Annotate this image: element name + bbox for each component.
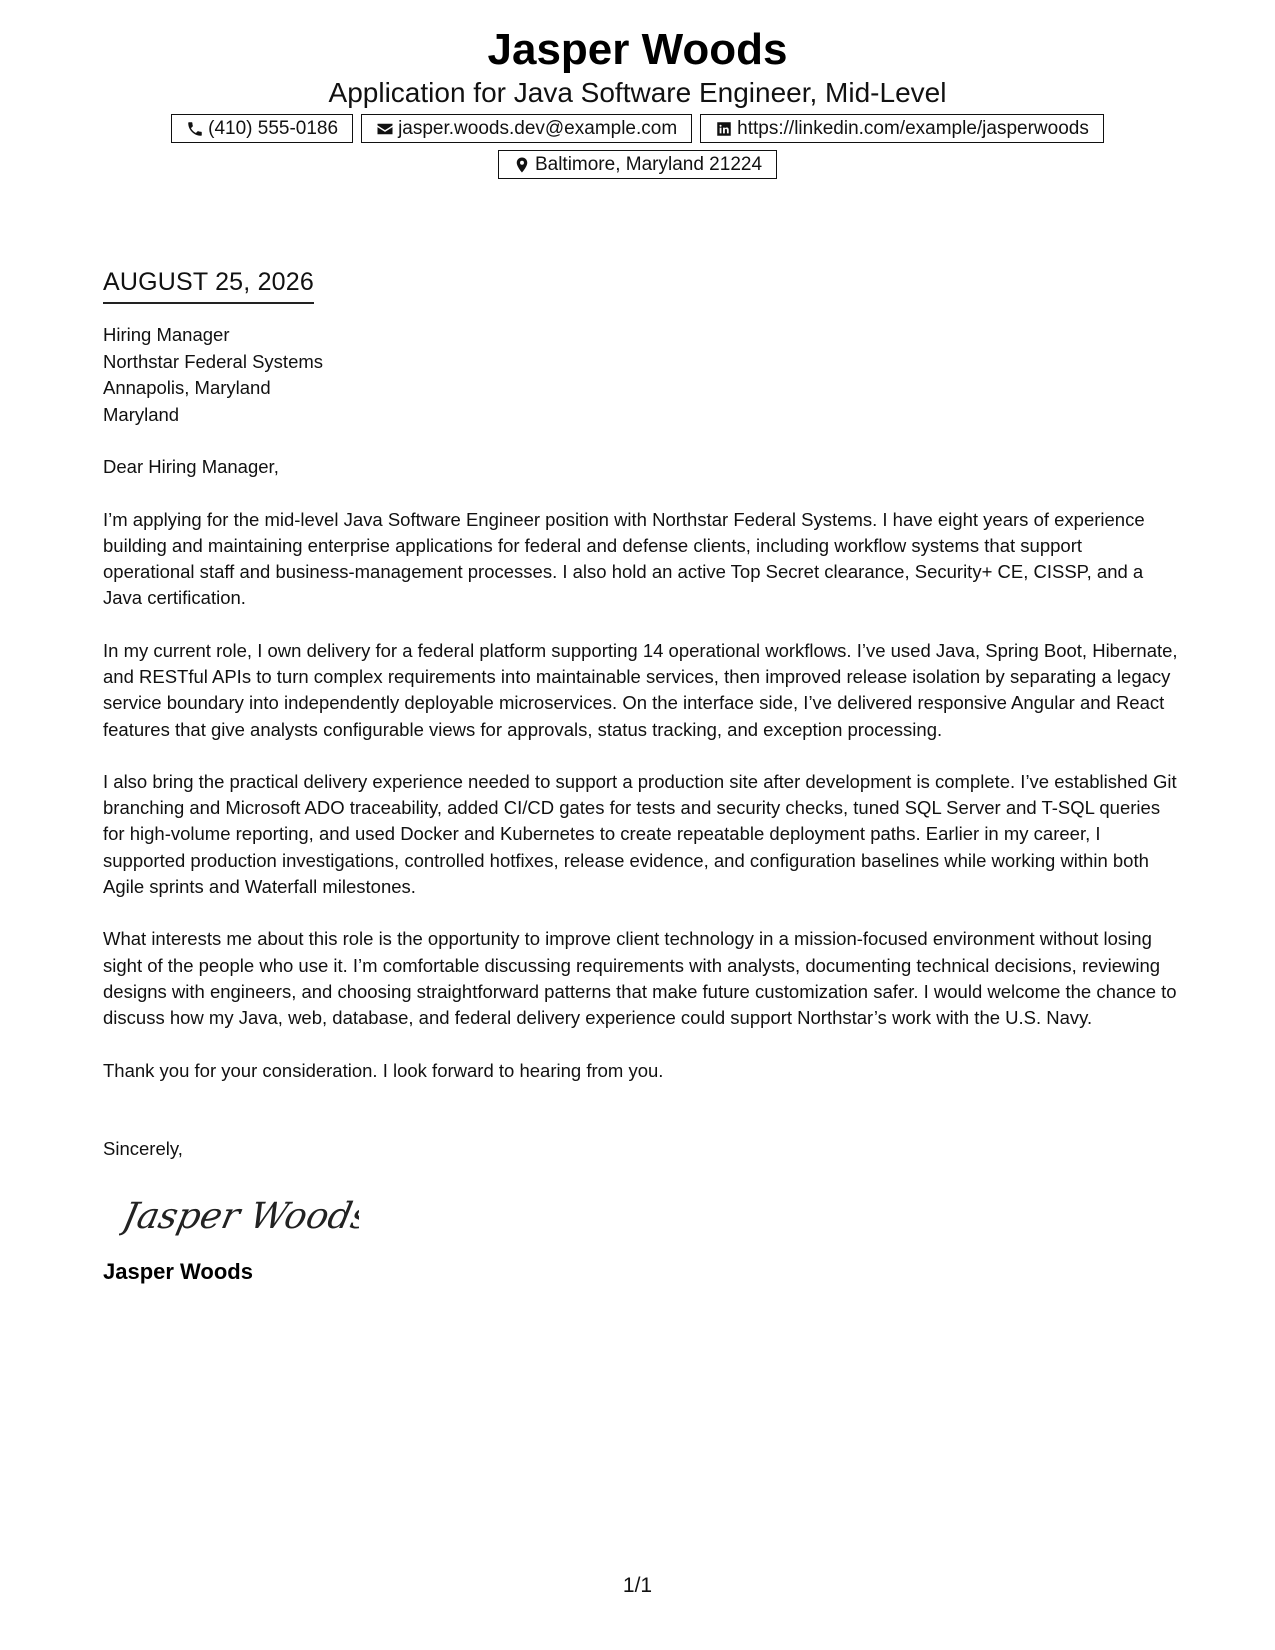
page-number: 1/1 — [622, 1574, 653, 1597]
letter-header — [0, 22, 1275, 179]
phone-icon — [186, 120, 204, 138]
letter-body — [103, 266, 1178, 1286]
paragraph-thanks: Thank you for your consideration. I look forward to hearing from you. — [103, 1059, 664, 1081]
paragraph-delivery: I also bring the practical delivery experience needed to support a production site after development is complete. I’ve established Git branching and Microsoft ADO traceability, added CI/CD gates for tests and security checks, tuned SQL Server and T-SQL queries for high-volume reporting, and used Docker and Kubernetes to create repeatable deployment paths. Earlier in my career, I supported production investigations, controlled hotfixes, release evidence, and configuration baselines while working within both Agile sprints and Waterfall milestones. — [103, 770, 1177, 898]
signature-script: Jasper Woods — [119, 1194, 359, 1238]
recipient-line: Annapolis, Maryland — [103, 377, 271, 398]
application-subtitle: Application for Java Software Engineer, Mid-Level — [328, 77, 947, 108]
salutation: Dear Hiring Manager, — [103, 456, 279, 477]
paragraph-interest: What interests me about this role is the opportunity to improve client technology in a mission-focused environment without losing sight of the people who use it. I’m comfortable discussing requirements with analysts, documenting technical decisions, reviewing designs with engineers, and choosing straightforward patterns that make future customization safer. I would welcome the chance to discuss how my Java, web, database, and federal delivery experience could support Northstar’s work with the U.S. Navy. — [103, 928, 1177, 1029]
contact-email[interactable] — [361, 114, 692, 143]
recipient-block — [103, 322, 1178, 428]
contact-linkedin[interactable] — [700, 114, 1104, 143]
applicant-name: Jasper Woods — [487, 25, 788, 74]
linkedin-icon — [715, 120, 733, 138]
recipient-line: Hiring Manager — [103, 324, 230, 345]
map-marker-icon — [513, 156, 531, 174]
email-text: jasper.woods.dev@example.com — [398, 118, 678, 139]
contact-location — [498, 150, 777, 179]
signature-graphic — [119, 1180, 359, 1250]
linkedin-text: https://linkedin.com/example/jasperwoods — [737, 118, 1089, 139]
paragraph-intro: I’m applying for the mid-level Java Software Engineer position with Northstar Federal Systems. I have eight years of experience building and maintaining enterprise applications for federal and defense clients, including workflow systems that support operational staff and business-management processes. I also hold an active Top Secret clearance, Security+ CE, CISSP, and a Java certification. — [103, 508, 1145, 609]
location-text: Baltimore, Maryland 21224 — [534, 154, 763, 175]
envelope-icon — [376, 120, 394, 138]
phone-text: (410) 555-0186 — [208, 118, 339, 139]
recipient-line: Northstar Federal Systems — [103, 350, 324, 372]
handwritten-signature — [119, 1180, 1178, 1250]
contact-bar — [158, 114, 1118, 179]
closing: Sincerely, — [103, 1137, 183, 1159]
letter-date: AUGUST 25, 2026 — [103, 266, 314, 304]
signer-name: Jasper Woods — [103, 1259, 253, 1285]
paragraph-current-role: In my current role, I own delivery for a federal platform supporting 14 operational workflows. I’ve used Java, Spring Boot, Hibernate, and RESTful APIs to turn complex requirements into maintainable services, then improved release isolation by separating a legacy service boundary into independently deployable microservices. On the interface side, I’ve delivered responsive Angular and React features that give analysts configurable views for approvals, status tracking, and exception processing. — [103, 639, 1178, 740]
recipient-line: Maryland — [103, 403, 180, 425]
contact-phone[interactable] — [171, 114, 353, 143]
